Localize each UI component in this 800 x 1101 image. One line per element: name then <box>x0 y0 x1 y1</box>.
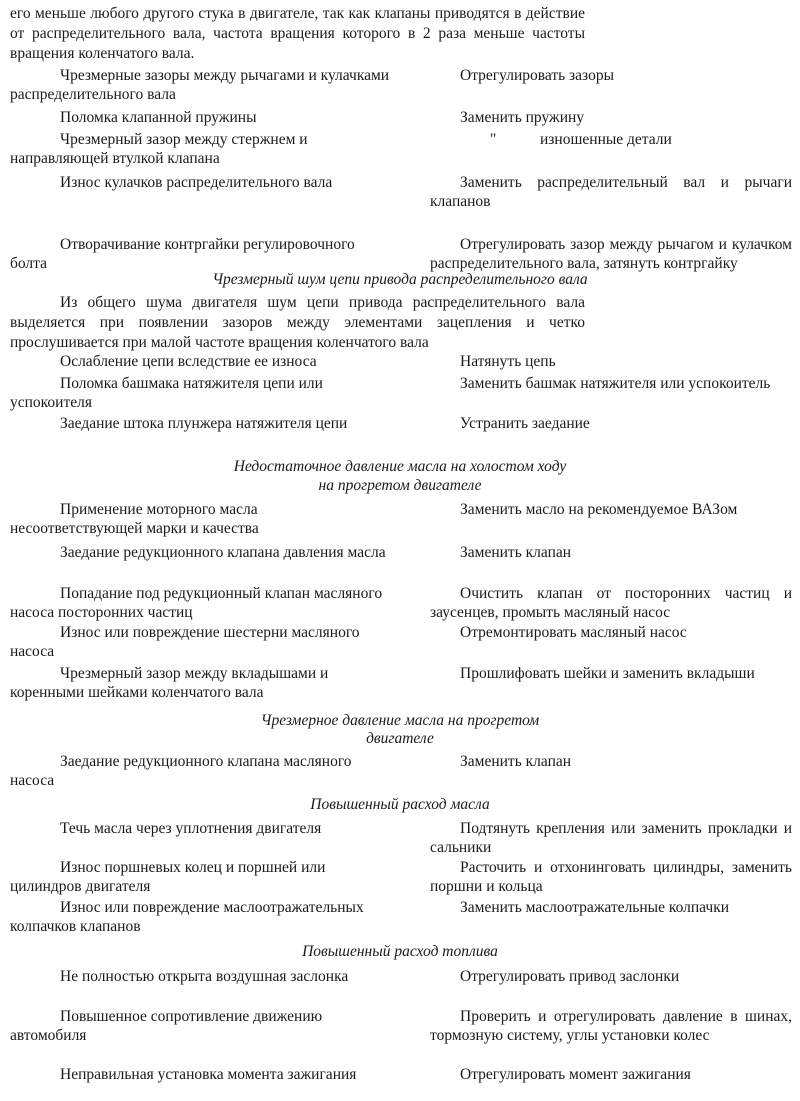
cause-text: Неправильная установка момента зажигания <box>60 1066 357 1083</box>
remedy-text: Заменить масло на рекомендуемое ВАЗом <box>460 501 738 518</box>
remedy-text: Заменить пружину <box>460 109 585 126</box>
remedy-text: Отремонтировать масляный насос <box>460 624 687 641</box>
remedy-text: Заменить клапан <box>460 753 572 770</box>
cause-text: Чрезмерный зазор между вкладышами и коренными шейками коленчатого вала <box>10 665 329 701</box>
cause-text: Не полностью открыта воздушная заслонка <box>60 968 349 985</box>
cause-text: Поломка башмака натяжителя цепи или успокоителя <box>10 375 323 411</box>
section-intro: Из общего шума двигателя шум цепи привода распределительного вала выделяется при появлении зазоров между элементами зацепления и четко прослушивается при малой частоте вращения коленчатого вала <box>10 294 585 351</box>
remedy-text: Проверить и отрегулировать давление в шинах, тормозную систему, углы установки колес <box>430 1008 792 1044</box>
cause-text: Ослабление цепи вследствие ее износа <box>60 353 317 370</box>
remedy-text: Очистить клапан от посторонних частиц и заусенцев, промыть масляный насос <box>430 585 792 621</box>
remedy-text: Расточить и отхонинговать цилиндры, заменить поршни и кольца <box>430 859 792 895</box>
cause-text: Заедание редукционного клапана давления масла <box>60 544 386 561</box>
ditto-mark: " <box>490 131 497 148</box>
cause-text: Чрезмерный зазор между стержнем и направляющей втулкой клапана <box>10 131 308 167</box>
cause-text: Применение моторного масла несоответствующей марки и качества <box>10 501 259 537</box>
cause-text: Повышенное сопротивление движению автомобиля <box>10 1008 323 1044</box>
cause-text: Заедание редукционного клапана масляного насоса <box>10 753 352 789</box>
cause-text: Течь масла через уплотнения двигателя <box>60 820 322 837</box>
remedy-text <box>430 130 792 149</box>
section-heading: Недостаточное давление масла на холостом ходу <box>233 458 567 475</box>
remedy-text: Устранить заедание <box>460 415 590 432</box>
section-heading-line2: на прогретом двигателе <box>318 477 482 494</box>
cause-text: Износ или повреждение маслоотражательных колпачков клапанов <box>10 899 364 935</box>
remedy-text: Отрегулировать зазор между рычагом и кулачком распределительного вала, затянуть контргайку <box>430 236 792 272</box>
intro-paragraph: его меньше любого другого стука в двигателе, так как клапаны приводятся в действие от распределительного вала, частота вращения которого в 2 раза меньше частоты вращения коленчатого вала. <box>10 5 585 62</box>
cause-text: Чрезмерные зазоры между рычагами и кулачками распределительного вала <box>10 67 390 103</box>
cause-text: Заедание штока плунжера натяжителя цепи <box>60 415 348 432</box>
remedy-text: Натянуть цепь <box>460 353 556 370</box>
cause-text: Поломка клапанной пружины <box>60 109 257 126</box>
remedy-text-part: изношенные детали <box>540 131 672 148</box>
cause-text: Отворачивание контргайки регулировочного болта <box>10 236 355 272</box>
remedy-text: Отрегулировать привод заслонки <box>460 968 680 985</box>
section-heading: Чрезмерный шум цепи привода распределительного вала <box>212 271 588 288</box>
cause-text: Износ кулачков распределительного вала <box>60 174 333 191</box>
remedy-text: Заменить маслоотражательные колпачки <box>460 899 730 916</box>
section-heading: Повышенный расход масла <box>310 796 490 813</box>
section-heading-line2: двигателе <box>366 730 434 747</box>
remedy-text: Прошлифовать шейки и заменить вкладыши <box>460 665 755 682</box>
remedy-text: Подтянуть крепления или заменить прокладки и сальники <box>430 820 792 856</box>
remedy-text: Отрегулировать момент зажигания <box>460 1066 691 1083</box>
remedy-text: Отрегулировать зазоры <box>460 67 615 84</box>
remedy-text: Заменить распределительный вал и рычаги клапанов <box>430 174 792 210</box>
cause-text: Износ поршневых колец и поршней или цилиндров двигателя <box>10 859 326 895</box>
cause-text: Попадание под редукционный клапан масляного насоса посторонних частиц <box>10 585 383 621</box>
remedy-text: Заменить башмак натяжителя или успокоитель <box>460 375 771 392</box>
cause-text: Износ или повреждение шестерни масляного насоса <box>10 624 360 660</box>
remedy-text: Заменить клапан <box>460 544 572 561</box>
section-heading: Повышенный расход топлива <box>302 943 498 960</box>
section-heading: Чрезмерное давление масла на прогретом <box>260 712 540 729</box>
